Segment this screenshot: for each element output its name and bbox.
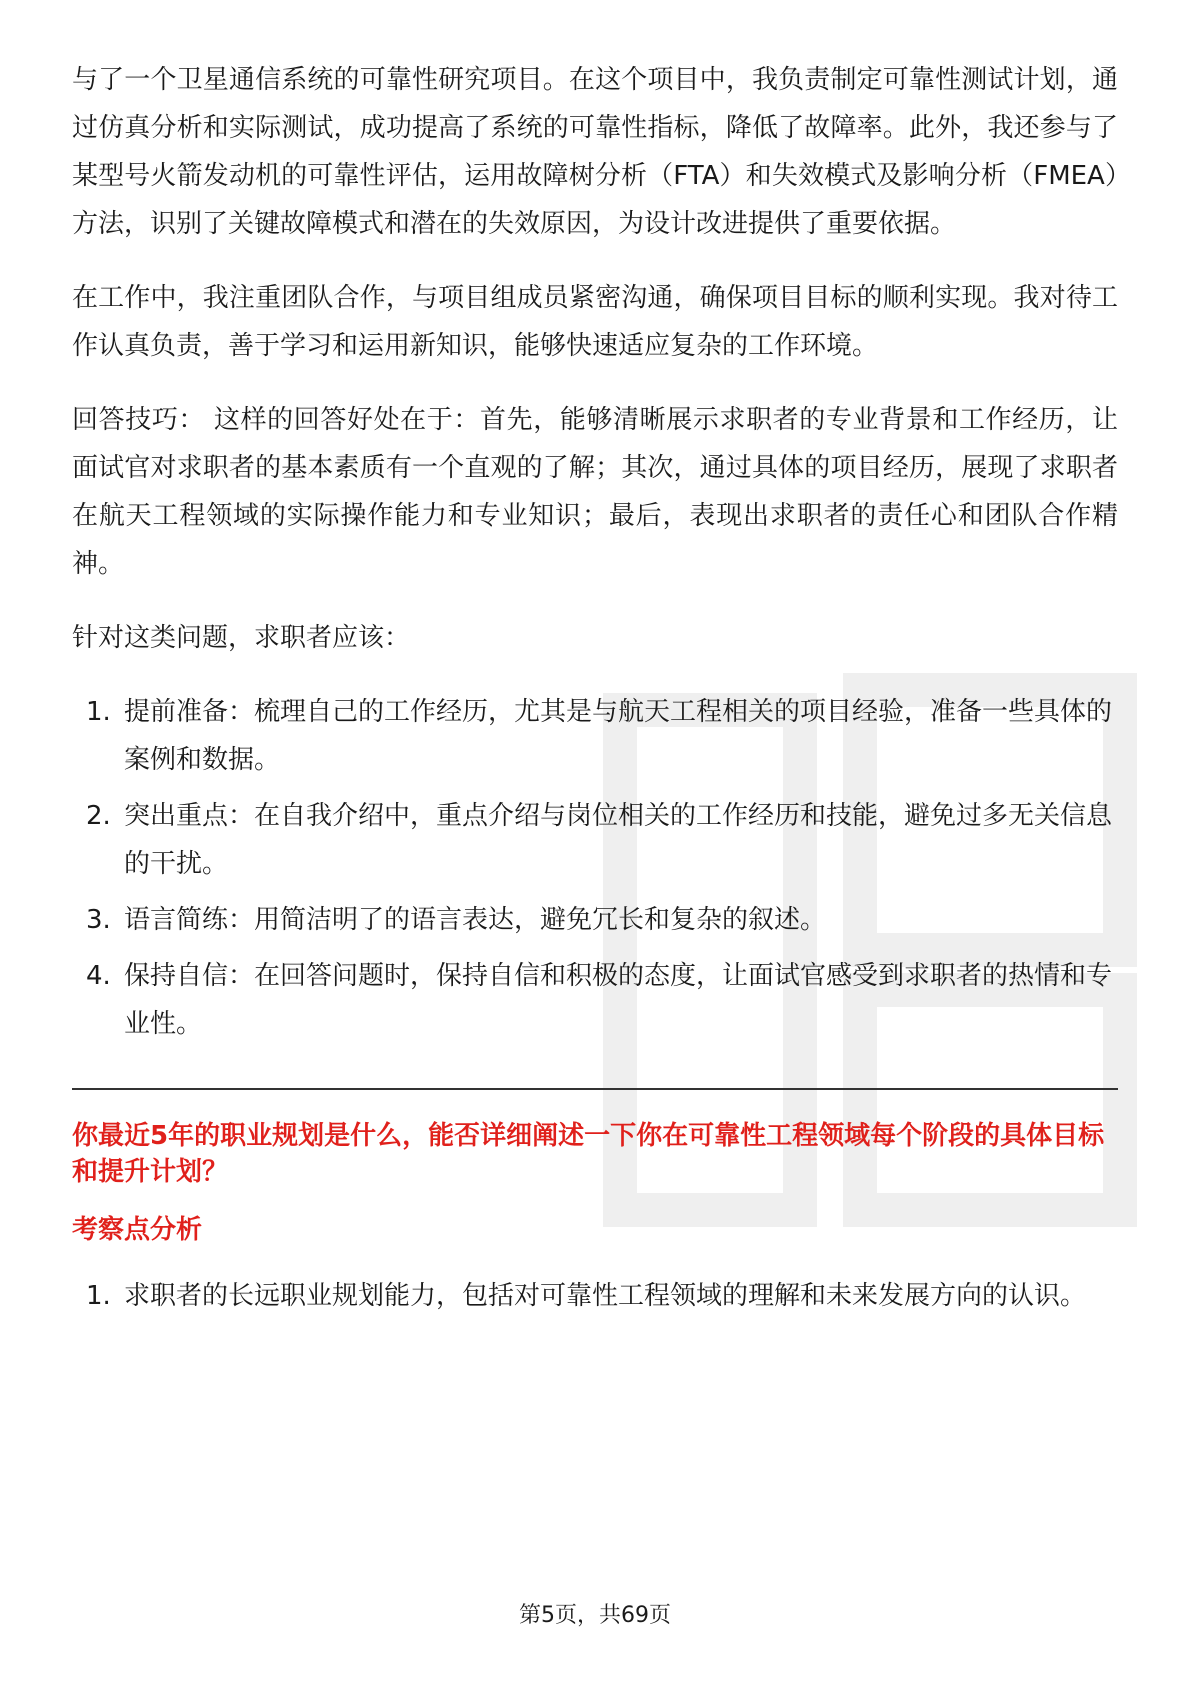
tips-list <box>72 688 1118 1048</box>
list-item-number: 2. <box>86 801 111 831</box>
list-item-number: 4. <box>86 961 111 991</box>
list-item-number: 1. <box>86 697 111 727</box>
paragraph-project-experience: 与了一个卫星通信系统的可靠性研究项目。在这个项目中，我负责制定可靠性测试计划，通过仿真分析和实际测试，成功提高了系统的可靠性指标，降低了故障率。此外，我还参与了某型号火箭发动机的可靠性评估，运用故障树分析（FTA）和失效模式及影响分析（FMEA）方法，识别了关键故障模式和潜在的失效原因，为设计改进提供了重要依据。 <box>72 65 1118 239</box>
list-item <box>72 1272 1118 1320</box>
analysis-list <box>72 1272 1118 1320</box>
list-item <box>72 688 1118 784</box>
document-body <box>72 56 1118 1346</box>
interview-question: 你最近5年的职业规划是什么，能否详细阐述一下你在可靠性工程领域每个阶段的具体目标和提升计划？ <box>72 1121 1105 1187</box>
list-item-number: 3. <box>86 905 111 935</box>
paragraph-answer-tips: 回答技巧： 这样的回答好处在于：首先，能够清晰展示求职者的专业背景和工作经历，让面试官对求职者的基本素质有一个直观的了解；其次，通过具体的项目经历，展现了求职者在航天工程领域的实际操作能力和专业知识；最后，表现出求职者的责任心和团队合作精神。 <box>72 405 1118 579</box>
list-item <box>72 792 1118 888</box>
list-item-text: 保持自信：在回答问题时，保持自信和积极的态度，让面试官感受到求职者的热情和专业性。 <box>124 961 1113 1039</box>
page-number-footer: 第5页，共69页 <box>519 1603 671 1628</box>
list-item <box>72 952 1118 1048</box>
analysis-heading: 考察点分析 <box>72 1215 203 1245</box>
list-item <box>72 896 1118 944</box>
list-item-text: 提前准备：梳理自己的工作经历，尤其是与航天工程相关的项目经验，准备一些具体的案例和数据。 <box>124 697 1113 775</box>
list-item-text: 语言简练：用简洁明了的语言表达，避免冗长和复杂的叙述。 <box>124 905 827 935</box>
paragraph-tips-intro: 针对这类问题，求职者应该： <box>72 623 411 653</box>
paragraph-teamwork: 在工作中，我注重团队合作，与项目组成员紧密沟通，确保项目目标的顺利实现。我对待工作认真负责，善于学习和运用新知识，能够快速适应复杂的工作环境。 <box>72 283 1118 361</box>
list-item-text: 求职者的长远职业规划能力，包括对可靠性工程领域的理解和未来发展方向的认识。 <box>124 1281 1087 1311</box>
list-item-text: 突出重点：在自我介绍中，重点介绍与岗位相关的工作经历和技能，避免过多无关信息的干扰。 <box>124 801 1113 879</box>
list-item-number: 1. <box>86 1281 111 1311</box>
section-divider <box>72 1088 1118 1090</box>
